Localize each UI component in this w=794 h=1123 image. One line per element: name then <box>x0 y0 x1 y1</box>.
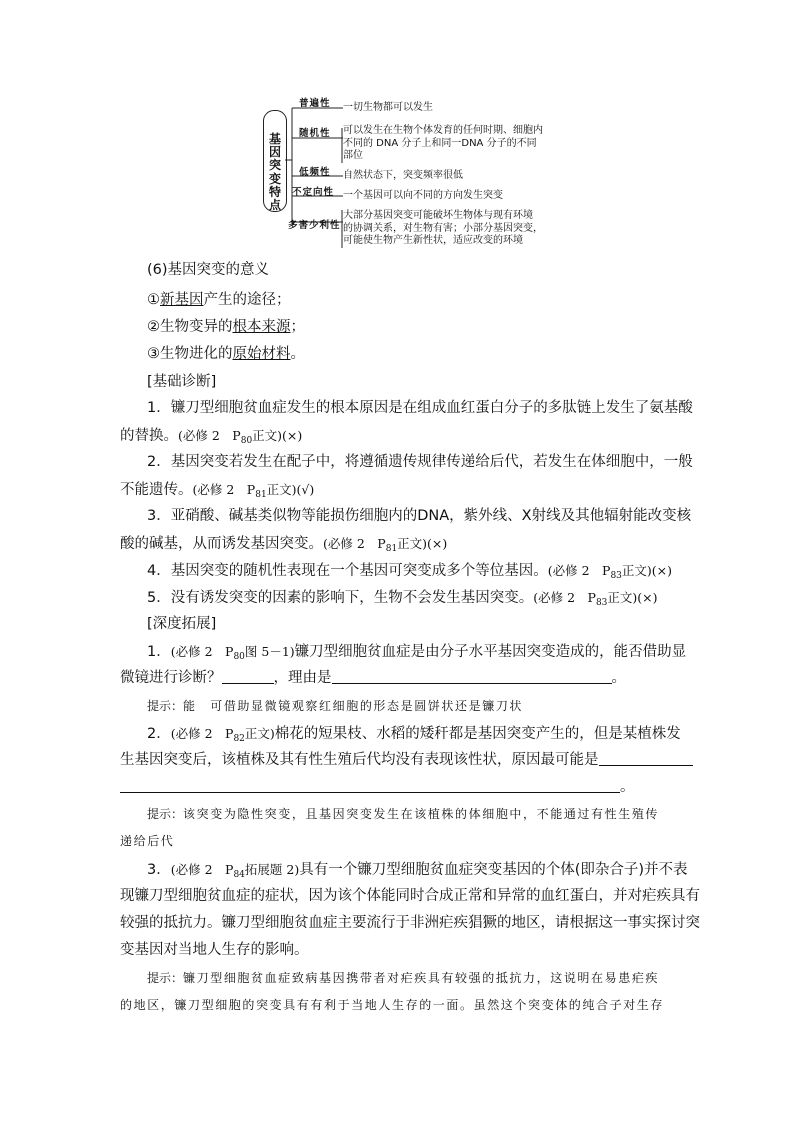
item-suffix: 。 <box>290 346 305 362</box>
extension-q3-line2: 现镰刀型细胞贫血症的症状，因为该个体能同时合成正常和异常的血红蛋白，并对疟疾具有 <box>120 888 700 904</box>
root-char: 变 <box>268 171 281 186</box>
q-number: 3． <box>147 862 171 878</box>
branch-label-non-directionality: 不定向性 <box>292 187 335 198</box>
page-number: 82 <box>233 734 245 744</box>
page-number: 83 <box>595 598 608 608</box>
extension-q2-line3 <box>120 778 635 797</box>
page-number: 80 <box>240 436 253 446</box>
textbook-ref: (必修 2 P <box>547 563 611 578</box>
hint-text: 能 可借助显微镜观察红细胞的形态是圆饼状还是镰刀状 <box>183 699 524 713</box>
diagnosis-q5 <box>147 588 658 613</box>
desc-line: 部位 <box>343 150 363 162</box>
page-number: 83 <box>610 571 622 581</box>
q-number: 1． <box>147 644 171 660</box>
diagnosis-q2-line1: 2．基因突变若发生在配子中，将遵循遗传规律传递给后代，若发生在体细胞中，一般 <box>147 454 693 470</box>
hint-text: 镰刀型细胞贫血症致病基因携带者对疟疾具有较强的抵抗力，这说明在易患疟疾 <box>183 971 660 985</box>
root-node-box <box>263 110 287 212</box>
extension-q1-line2 <box>120 669 626 688</box>
page-number: 81 <box>255 490 267 500</box>
root-char: 因 <box>268 145 281 160</box>
extension-q3-line4: 变基因对当地人生存的影响。 <box>120 942 309 958</box>
desc-line: 不同的 DNA 分子上和同一DNA 分子的不同 <box>343 137 537 149</box>
text-ref: 正文) <box>244 726 275 741</box>
answer-mark: 正文)(×) <box>607 590 658 605</box>
item-suffix: 产生的途径； <box>203 292 291 308</box>
branch-desc-non-directionality <box>343 190 503 203</box>
extension-q2-hint-line2: 递给后代 <box>120 834 175 848</box>
desc-line: 一切生物都可以发生 <box>343 102 433 113</box>
answer-mark: 正文)(×) <box>252 428 303 443</box>
extension-q2-line2 <box>120 751 693 770</box>
significance-item-3 <box>147 345 305 364</box>
underlined-keyword: 根本来源 <box>232 319 291 335</box>
item-suffix: ； <box>290 319 305 335</box>
diagnosis-heading: [基础诊断] <box>147 374 217 390</box>
textbook-ref: (必修 2 P <box>533 590 596 605</box>
root-node-label <box>264 133 286 212</box>
diagnosis-q4 <box>147 561 672 586</box>
answer-mark: 正文)(√) <box>266 482 315 497</box>
branch-desc-randomness <box>343 125 543 163</box>
significance-item-1 <box>147 291 291 310</box>
branch-label-mostly-harmful: 多害少利性 <box>288 220 341 231</box>
reason-blank[interactable] <box>332 669 612 684</box>
extension-q1-hint <box>147 697 523 716</box>
branch-label-low-frequency: 低频性 <box>299 167 331 178</box>
q-text: 不能遗传。 <box>120 482 193 498</box>
branch-desc-universality <box>343 102 433 115</box>
extension-q3-hint-line2: 的地区，镰刀型细胞的突变具有有利于当地人生存的一面。虽然这个突变体的纯合子对生存 <box>120 998 665 1012</box>
diagnosis-q1-line1: 1．镰刀型细胞贫血症发生的根本原因是在组成血红蛋白分子的多肽链上发生了氨基酸 <box>147 400 693 416</box>
desc-line: 一个基因可以向不同的方向发生突变 <box>343 190 503 201</box>
answer-mark: 正文)(×) <box>621 563 673 578</box>
extension-heading: [深度拓展] <box>147 616 217 632</box>
q-text: 棉花的短果枝、水稻的矮秆都是基因突变产生的，但是某植株发 <box>274 726 681 742</box>
q-text: 生基因突变后，该植株及其有性生殖后代均没有表现该性状，原因最可能是 <box>120 752 599 768</box>
hint-text: 该突变为隐性突变，且基因突变发生在该植株的体细胞中，不能通过有性生殖传 <box>183 807 660 821</box>
q-text: ，理由是 <box>273 670 332 686</box>
desc-line: 可以发生在生物个体发育的任何时期、细胞内 <box>343 125 543 136</box>
diagnosis-q3-line1: 3．亚硝酸、碱基类似物等能损伤细胞内的DNA，紫外线、X射线及其他辐射能改变核 <box>147 508 692 524</box>
gene-mutation-characteristics-diagram <box>254 94 594 254</box>
hint-label: 提示： <box>147 699 184 713</box>
hint-label: 提示： <box>147 807 184 821</box>
q-text: 微镜进行诊断？ <box>120 670 222 686</box>
item-prefix: ②生物变异的 <box>147 319 233 335</box>
hint-label: 提示： <box>147 971 184 985</box>
textbook-ref: (必修 2 P <box>178 428 241 443</box>
significance-item-2 <box>147 318 305 337</box>
q-text: 具有一个镰刀型细胞贫血症突变基因的个体(即杂合子)并不表 <box>299 862 688 878</box>
desc-line: 可能使生物产生新性状，适应改变的环境 <box>343 235 523 247</box>
desc-line: 的协调关系，对生物有害；小部分基因突变， <box>343 222 543 234</box>
extension-q1-line1 <box>147 642 686 667</box>
textbook-ref: (必修 2 P <box>170 726 234 741</box>
textbook-ref: (必修 2 P <box>170 644 234 659</box>
branch-desc-low-frequency <box>343 170 463 183</box>
textbook-ref: (必修 2 P <box>192 482 256 497</box>
q-text: 4．基因突变的随机性表现在一个基因可突变成多个等位基因。 <box>147 563 548 579</box>
page-number: 80 <box>233 652 245 662</box>
answer-blank-continued[interactable] <box>120 778 620 793</box>
figure-ref: 图 5－1) <box>244 644 295 659</box>
textbook-ref: (必修 2 P <box>323 536 386 551</box>
branch-label-randomness: 随机性 <box>299 128 331 139</box>
branch-desc-mostly-harmful <box>343 210 543 248</box>
root-char: 基 <box>268 132 281 146</box>
significance-title: (6)基因突变的意义 <box>147 262 270 278</box>
q-text: 5．没有诱发突变的因素的影响下，生物不会发生基因突变。 <box>147 590 534 606</box>
item-prefix: ③生物进化的 <box>147 346 233 362</box>
q-text: 酸的碱基，从而诱发基因突变。 <box>120 536 323 552</box>
page-number: 81 <box>385 544 398 554</box>
answer-blank[interactable] <box>599 751 693 766</box>
exercise-ref: 拓展题 2) <box>244 862 300 877</box>
item-prefix: ① <box>147 292 160 308</box>
q-text: 。 <box>620 779 635 795</box>
answer-mark: 正文)(×) <box>397 536 448 551</box>
underlined-keyword: 原始材料 <box>232 346 291 362</box>
answer-blank[interactable] <box>222 669 274 684</box>
q-text: 的替换。 <box>120 428 178 444</box>
root-char: 点 <box>268 198 281 213</box>
underlined-keyword: 新基因 <box>160 292 204 308</box>
q-text: 。 <box>611 670 626 686</box>
desc-line: 自然状态下，突变频率很低 <box>343 170 463 181</box>
extension-q3-line3: 较强的抵抗力。镰刀型细胞贫血症主要流行于非洲疟疾猖獗的地区，请根据这一事实探讨突 <box>120 915 700 931</box>
q-number: 2． <box>147 726 171 742</box>
extension-q3-line1 <box>147 860 688 885</box>
extension-q2-line1 <box>147 724 681 749</box>
root-char: 特 <box>268 184 281 199</box>
extension-q2-hint-line1 <box>147 805 659 824</box>
q-text: 镰刀型细胞贫血症是由分子水平基因突变造成的，能否借助显 <box>294 644 687 660</box>
textbook-ref: (必修 2 P <box>170 862 234 877</box>
diagnosis-q2-line2 <box>120 480 314 505</box>
diagnosis-q1-line2 <box>120 426 302 451</box>
page-number: 84 <box>233 870 245 880</box>
extension-q3-hint-line1 <box>147 969 659 988</box>
branch-label-universality: 普遍性 <box>299 98 331 109</box>
diagnosis-q3-line2 <box>120 534 447 559</box>
root-char: 突 <box>268 158 281 173</box>
desc-line: 大部分基因突变可能破坏生物体与现有环境 <box>343 210 533 221</box>
